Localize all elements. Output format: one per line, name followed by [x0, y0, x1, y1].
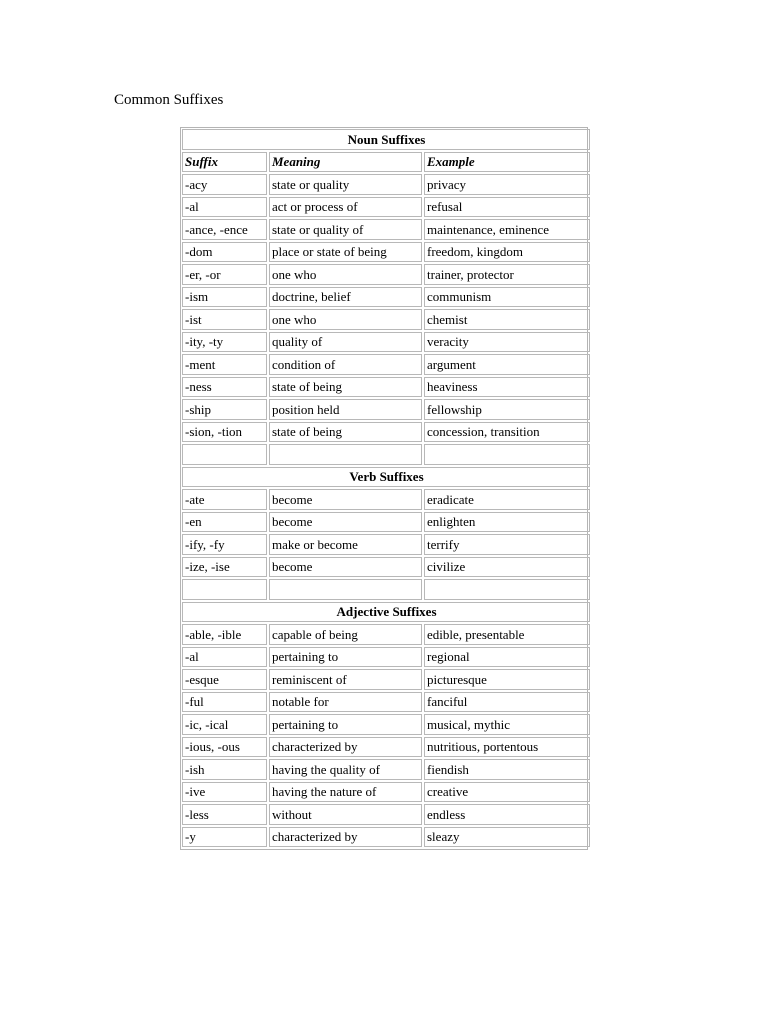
meaning-cell: reminiscent of [269, 669, 422, 690]
suffix-cell: -ify, -fy [182, 534, 267, 555]
empty-cell [424, 444, 590, 465]
suffix-cell: -ate [182, 489, 267, 510]
meaning-cell: capable of being [269, 624, 422, 645]
example-cell: maintenance, eminence [424, 219, 590, 240]
column-header: Meaning [269, 152, 422, 173]
empty-cell [424, 579, 590, 600]
example-cell: concession, transition [424, 422, 590, 443]
table-row [182, 737, 590, 758]
section-heading: Adjective Suffixes [182, 602, 590, 623]
suffix-cell: -esque [182, 669, 267, 690]
meaning-cell: one who [269, 264, 422, 285]
suffix-cell: -ism [182, 287, 267, 308]
meaning-cell: pertaining to [269, 714, 422, 735]
example-cell: regional [424, 647, 590, 668]
suffix-cell: -ity, -ty [182, 332, 267, 353]
suffix-cell: -ness [182, 377, 267, 398]
suffix-cell: -dom [182, 242, 267, 263]
suffix-cell: -en [182, 512, 267, 533]
table-row [182, 534, 590, 555]
blank-row [182, 579, 590, 600]
table-row [182, 647, 590, 668]
example-cell: privacy [424, 174, 590, 195]
table-row [182, 174, 590, 195]
example-cell: nutritious, portentous [424, 737, 590, 758]
meaning-cell: state of being [269, 422, 422, 443]
suffix-table [180, 127, 592, 849]
meaning-cell: pertaining to [269, 647, 422, 668]
column-header: Suffix [182, 152, 267, 173]
meaning-cell: characterized by [269, 827, 422, 848]
meaning-cell: make or become [269, 534, 422, 555]
table-row [182, 399, 590, 420]
suffix-cell: -ful [182, 692, 267, 713]
example-cell: fiendish [424, 759, 590, 780]
example-cell: veracity [424, 332, 590, 353]
suffix-cell: -ic, -ical [182, 714, 267, 735]
meaning-cell: having the quality of [269, 759, 422, 780]
example-cell: civilize [424, 557, 590, 578]
meaning-cell: doctrine, belief [269, 287, 422, 308]
table-row [182, 242, 590, 263]
example-cell: eradicate [424, 489, 590, 510]
suffix-cell: -less [182, 804, 267, 825]
meaning-cell: state of being [269, 377, 422, 398]
table-row [182, 557, 590, 578]
empty-cell [269, 579, 422, 600]
table-row [182, 782, 590, 803]
example-cell: creative [424, 782, 590, 803]
table-row [182, 624, 590, 645]
example-cell: musical, mythic [424, 714, 590, 735]
suffix-cell: -al [182, 647, 267, 668]
suffix-cell: -acy [182, 174, 267, 195]
suffix-cell: -ment [182, 354, 267, 375]
table-row [182, 669, 590, 690]
example-cell: communism [424, 287, 590, 308]
example-cell: fanciful [424, 692, 590, 713]
meaning-cell: without [269, 804, 422, 825]
table-row [182, 827, 590, 848]
column-header: Example [424, 152, 590, 173]
table-row [182, 804, 590, 825]
suffix-cell: -er, -or [182, 264, 267, 285]
meaning-cell: become [269, 557, 422, 578]
table-row [182, 759, 590, 780]
example-cell: endless [424, 804, 590, 825]
meaning-cell: become [269, 489, 422, 510]
table-row [182, 714, 590, 735]
meaning-cell: one who [269, 309, 422, 330]
suffix-cell: -ance, -ence [182, 219, 267, 240]
table-row [182, 489, 590, 510]
column-header-row [182, 152, 590, 173]
meaning-cell: position held [269, 399, 422, 420]
example-cell: picturesque [424, 669, 590, 690]
example-cell: chemist [424, 309, 590, 330]
example-cell: argument [424, 354, 590, 375]
meaning-cell: place or state of being [269, 242, 422, 263]
table-row [182, 197, 590, 218]
section-heading-row [182, 467, 590, 488]
section-heading: Verb Suffixes [182, 467, 590, 488]
example-cell: edible, presentable [424, 624, 590, 645]
suffix-cell: -ize, -ise [182, 557, 267, 578]
section-heading: Noun Suffixes [182, 129, 590, 150]
suffix-cell: -sion, -tion [182, 422, 267, 443]
table-row [182, 377, 590, 398]
meaning-cell: become [269, 512, 422, 533]
empty-cell [269, 444, 422, 465]
meaning-cell: notable for [269, 692, 422, 713]
suffix-cell: -able, -ible [182, 624, 267, 645]
example-cell: freedom, kingdom [424, 242, 590, 263]
blank-row [182, 444, 590, 465]
table-row [182, 332, 590, 353]
section-heading-row [182, 129, 590, 150]
meaning-cell: having the nature of [269, 782, 422, 803]
meaning-cell: condition of [269, 354, 422, 375]
suffix-cell: -y [182, 827, 267, 848]
table-row [182, 219, 590, 240]
empty-cell [182, 444, 267, 465]
meaning-cell: state or quality [269, 174, 422, 195]
suffix-cell: -ish [182, 759, 267, 780]
table-row [182, 512, 590, 533]
suffix-cell: -ious, -ous [182, 737, 267, 758]
suffix-table-body [182, 129, 590, 847]
table-row [182, 692, 590, 713]
example-cell: trainer, protector [424, 264, 590, 285]
example-cell: fellowship [424, 399, 590, 420]
table-row [182, 354, 590, 375]
example-cell: sleazy [424, 827, 590, 848]
example-cell: terrify [424, 534, 590, 555]
table-row [182, 287, 590, 308]
meaning-cell: act or process of [269, 197, 422, 218]
meaning-cell: quality of [269, 332, 422, 353]
suffix-cell: -al [182, 197, 267, 218]
suffix-cell: -ship [182, 399, 267, 420]
section-heading-row [182, 602, 590, 623]
page-title: Common Suffixes [114, 92, 224, 108]
table-row [182, 309, 590, 330]
suffix-cell: -ive [182, 782, 267, 803]
example-cell: heaviness [424, 377, 590, 398]
suffix-cell: -ist [182, 309, 267, 330]
table-row [182, 264, 590, 285]
meaning-cell: characterized by [269, 737, 422, 758]
example-cell: enlighten [424, 512, 590, 533]
meaning-cell: state or quality of [269, 219, 422, 240]
table-row [182, 422, 590, 443]
empty-cell [182, 579, 267, 600]
example-cell: refusal [424, 197, 590, 218]
